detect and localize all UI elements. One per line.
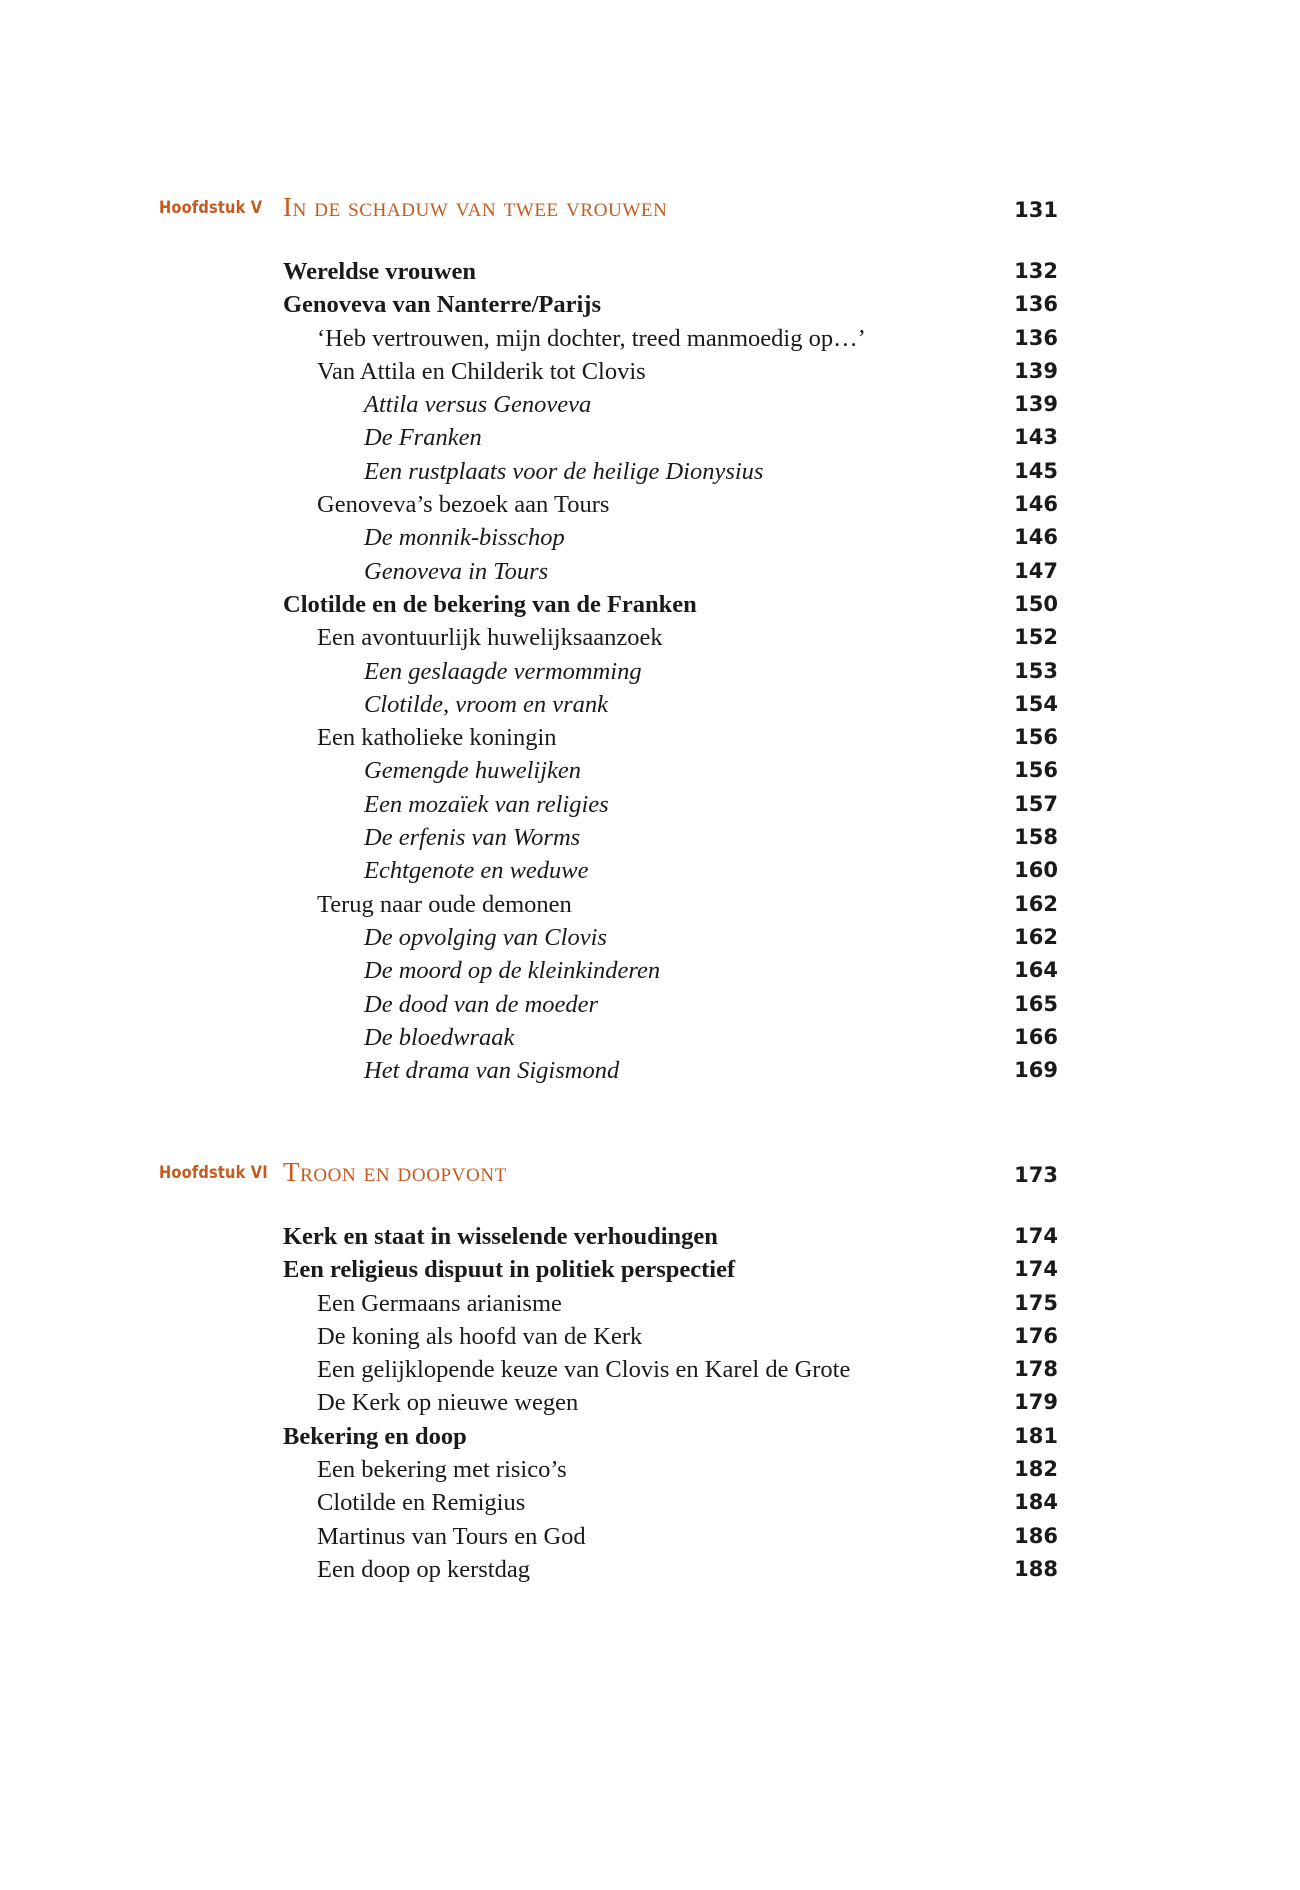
toc-entry xyxy=(0,788,1300,821)
toc-entry-page-number: 164 xyxy=(1014,958,1058,983)
toc-entry xyxy=(0,1220,1300,1253)
toc-entry-page-number: 175 xyxy=(1014,1290,1058,1315)
toc-entry xyxy=(0,721,1300,754)
toc-entry-page-number: 157 xyxy=(1014,791,1058,816)
chapter-title: In de schaduw van twee vrouwen xyxy=(283,192,668,222)
toc-entry-page-number: 132 xyxy=(1014,259,1058,283)
toc-entry-title: De monnik-bisschop xyxy=(364,524,565,552)
toc-entry-page-number: 139 xyxy=(1014,358,1058,383)
toc-entry-title: Gemengde huwelijken xyxy=(364,757,582,785)
toc-entry-title: Clotilde en Remigius xyxy=(317,1489,526,1517)
toc-entry-title: De Franken xyxy=(364,424,482,452)
toc-entry-title: Bekering en doop xyxy=(283,1422,467,1450)
toc-entry-page-number: 146 xyxy=(1014,525,1058,550)
toc-entry-title: Echtgenote en weduwe xyxy=(364,857,589,885)
toc-entry xyxy=(0,1520,1300,1553)
toc-entry-page-number: 147 xyxy=(1014,558,1058,583)
toc-entry-title: Een mozaïek van religies xyxy=(364,790,609,818)
toc-entry xyxy=(0,1054,1300,1087)
toc-entry-title: Een katholieke koningin xyxy=(317,724,557,752)
toc-entry-title: De koning als hoofd van de Kerk xyxy=(317,1322,643,1350)
toc-entry-page-number: 145 xyxy=(1014,458,1058,483)
toc-entry xyxy=(0,688,1300,721)
toc-entry-page-number: 150 xyxy=(1014,591,1058,616)
toc-entry xyxy=(0,521,1300,554)
toc-entry-page-number: 181 xyxy=(1014,1423,1058,1448)
toc-entry xyxy=(0,1453,1300,1486)
toc-entry-title: De erfenis van Worms xyxy=(364,824,581,852)
toc-entry-page-number: 160 xyxy=(1014,858,1058,883)
toc-entry-page-number: 178 xyxy=(1014,1357,1058,1382)
toc-entry-title: Een rustplaats voor de heilige Dionysius xyxy=(364,457,764,485)
toc-entry-page-number: 182 xyxy=(1014,1457,1058,1482)
toc-entry-page-number: 146 xyxy=(1014,492,1058,517)
toc-entry-page-number: 136 xyxy=(1014,325,1058,350)
toc-entry-title: Het drama van Sigismond xyxy=(364,1057,620,1085)
toc-entry-page-number: 162 xyxy=(1014,891,1058,916)
toc-entry xyxy=(0,488,1300,521)
toc-entry-page-number: 174 xyxy=(1014,1257,1058,1282)
toc-entry xyxy=(0,588,1300,621)
toc-entry-title: Een bekering met risico’s xyxy=(317,1456,567,1484)
toc-entry-title: De opvolging van Clovis xyxy=(364,923,607,951)
toc-entry xyxy=(0,1353,1300,1386)
toc-entry-title: Genoveva in Tours xyxy=(364,557,549,585)
toc-entry xyxy=(0,388,1300,421)
toc-entry xyxy=(0,1021,1300,1054)
toc-entry-page-number: 156 xyxy=(1014,725,1058,750)
toc-entry-title: Kerk en staat in wisselende verhoudingen xyxy=(283,1223,718,1250)
toc-entry-page-number: 169 xyxy=(1014,1058,1058,1083)
toc-entry xyxy=(0,655,1300,688)
toc-entry xyxy=(0,1287,1300,1320)
toc-entry xyxy=(0,954,1300,987)
toc-entry xyxy=(0,1553,1300,1586)
toc-entry-title: De Kerk op nieuwe wegen xyxy=(317,1389,579,1417)
toc-entry xyxy=(0,1253,1300,1286)
toc-entry xyxy=(0,821,1300,854)
toc-entry xyxy=(0,754,1300,787)
toc-entry-title: De moord op de kleinkinderen xyxy=(364,957,661,985)
toc-entry-title: Van Attila en Childerik tot Clovis xyxy=(317,357,646,385)
toc-entry-page-number: 156 xyxy=(1014,758,1058,783)
toc-entry xyxy=(0,455,1300,488)
toc-entry-list xyxy=(0,1220,1300,1586)
toc-entry-page-number: 188 xyxy=(1014,1556,1058,1581)
toc-entry-title: Clotilde en de bekering van de Franken xyxy=(283,590,697,618)
toc-entry-title: Een doop op kerstdag xyxy=(317,1555,530,1583)
toc-entry-title: Genoveva’s bezoek aan Tours xyxy=(317,491,610,519)
toc-entry-title: Martinus van Tours en God xyxy=(317,1522,586,1550)
toc-entry-title: Een gelijklopende keuze van Clovis en Karel de Grote xyxy=(317,1356,851,1384)
toc-entry-title: Een Germaans arianisme xyxy=(317,1289,562,1317)
toc-entry-title: Een avontuurlijk huwelijksaanzoek xyxy=(317,624,663,652)
toc-entry-page-number: 165 xyxy=(1014,991,1058,1016)
toc-entry xyxy=(0,288,1300,321)
toc-entry xyxy=(0,322,1300,355)
toc-entry xyxy=(0,255,1300,288)
toc-entry-title: Clotilde, vroom en vrank xyxy=(364,690,609,718)
toc-entry-page-number: 139 xyxy=(1014,392,1058,417)
toc-entry-page-number: 179 xyxy=(1014,1390,1058,1415)
chapter-label: Hoofdstuk V xyxy=(159,198,263,218)
chapter-6 xyxy=(0,1157,1300,1583)
toc-entry-page-number: 176 xyxy=(1014,1323,1058,1348)
toc-entry xyxy=(0,1486,1300,1519)
toc-entry xyxy=(0,555,1300,588)
toc-entry-page-number: 158 xyxy=(1014,825,1058,850)
toc-entry-title: Genoveva van Nanterre/Parijs xyxy=(283,291,601,319)
toc-entry xyxy=(0,988,1300,1021)
toc-entry-list xyxy=(0,255,1300,1087)
toc-entry-title: Terug naar oude demonen xyxy=(317,890,572,918)
toc-entry-page-number: 154 xyxy=(1014,691,1058,716)
toc-entry-page-number: 136 xyxy=(1014,292,1058,317)
toc-entry-title: De dood van de moeder xyxy=(364,990,599,1018)
toc-entry-title: ‘Heb vertrouwen, mijn dochter, treed manmoedig op…’ xyxy=(317,324,866,352)
toc-entry xyxy=(0,1386,1300,1419)
toc-entry-page-number: 166 xyxy=(1014,1024,1058,1049)
chapter-5 xyxy=(0,192,1300,1085)
toc-entry-page-number: 152 xyxy=(1014,625,1058,650)
toc-entry-title: Attila versus Genoveva xyxy=(364,391,592,419)
toc-entry-page-number: 174 xyxy=(1014,1224,1058,1248)
toc-entry xyxy=(0,355,1300,388)
toc-entry-title: De bloedwraak xyxy=(364,1023,515,1051)
chapter-label: Hoofdstuk VI xyxy=(159,1163,268,1183)
toc-entry-title: Een religieus dispuut in politiek perspectief xyxy=(283,1256,736,1284)
toc-entry-page-number: 143 xyxy=(1014,425,1058,450)
toc-entry xyxy=(0,888,1300,921)
toc-entry xyxy=(0,1320,1300,1353)
toc-entry xyxy=(0,421,1300,454)
toc-entry-title: Een geslaagde vermomming xyxy=(364,657,642,685)
toc-entry-title: Wereldse vrouwen xyxy=(283,258,477,285)
chapter-header xyxy=(0,192,1300,232)
toc-entry xyxy=(0,921,1300,954)
chapter-title: Troon en doopvont xyxy=(283,1157,507,1187)
toc-entry-page-number: 186 xyxy=(1014,1523,1058,1548)
toc-entry xyxy=(0,621,1300,654)
chapter-header xyxy=(0,1157,1300,1197)
toc-entry-page-number: 153 xyxy=(1014,658,1058,683)
toc-entry-page-number: 184 xyxy=(1014,1490,1058,1515)
chapter-page-number: 131 xyxy=(1014,198,1058,222)
toc-entry-page-number: 162 xyxy=(1014,924,1058,949)
toc-entry xyxy=(0,854,1300,887)
chapter-page-number: 173 xyxy=(1014,1163,1058,1187)
toc-entry xyxy=(0,1420,1300,1453)
